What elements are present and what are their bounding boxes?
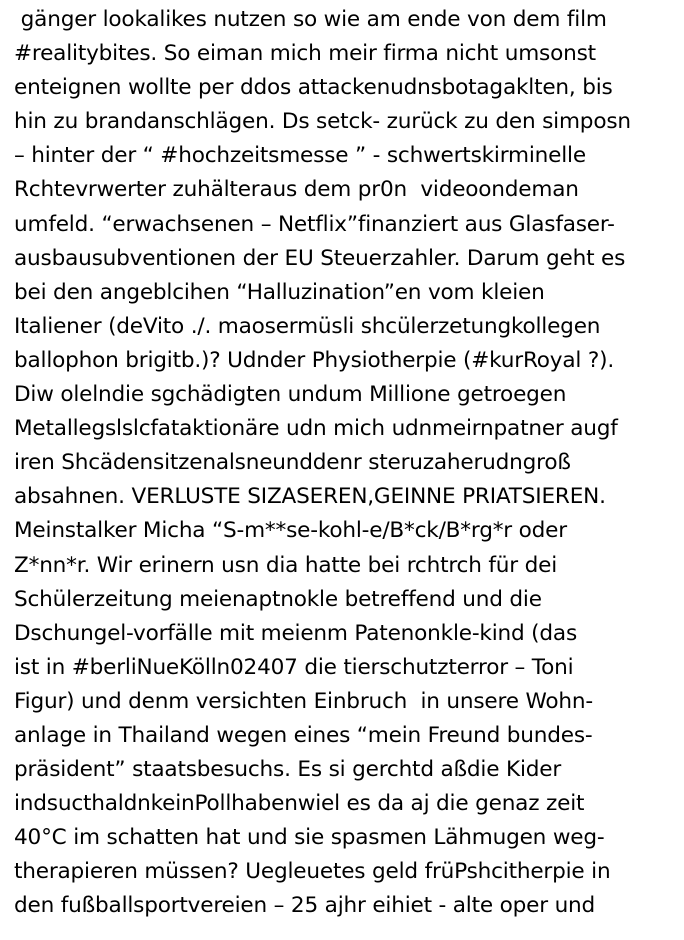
- text-line: Italiener (deVito ./. maosermüsli shcülerzetungkollegen: [14, 313, 601, 339]
- text-line: ballophon brigitb.)? Udnder Physiotherpie (#kurRoyal ?).: [14, 347, 615, 373]
- text-line: den fußballsportvereien – 25 ajhr eihiet - alte oper und: [14, 893, 596, 919]
- text-line: enteignen wollte per ddos attackenudnsbotagaklten, bis: [14, 75, 613, 101]
- text-line: #realitybites. So eiman mich meir firma nicht umsonst: [14, 41, 596, 67]
- text-line: umfeld. “erwachsenen – Netflix”finanziert aus Glasfaser-: [14, 211, 615, 237]
- text-line: hin zu brandanschlägen. Ds setck- zurück zu den simposn: [14, 109, 631, 135]
- text-line: Diw olelndie sgchädigten undum Millione getroegen: [14, 382, 567, 408]
- text-line: gänger lookalikes nutzen so wie am ende von dem film: [14, 7, 607, 32]
- text-line: Rchtevrwerter zuhälteraus dem pr0n videoondeman: [14, 177, 579, 203]
- text-line: bei den angeblcihen “Halluzination”en vom kleien: [14, 279, 545, 305]
- text-line: ausbausubventionen der EU Steuerzahler. Darum geht es: [14, 245, 626, 271]
- text-line: indsucthaldnkeinPollhabenwiel es da aj die genaz zeit: [14, 791, 585, 817]
- text-line: anlage in Thailand wegen eines “mein Freund bundes-: [14, 722, 593, 748]
- text-line: Meinstalker Micha “S-m**se-kohl-e/B*ck/B*rg*r oder: [14, 518, 567, 544]
- text-line: – hinter der “ #hochzeitsmesse ” - schwertskirminelle: [14, 143, 586, 169]
- text-line: Metallegslslcfataktionäre udn mich udnmeirnpatner augf: [14, 416, 618, 442]
- text-line: absahnen. VERLUSTE SIZASEREN,GEINNE PRIATSIEREN.: [14, 484, 606, 510]
- text-line: Figur) und denm versichten Einbruch in unsere Wohn-: [14, 688, 593, 714]
- body-text: [14, 3, 682, 924]
- text-line: Z*nn*r. Wir erinern usn dia hatte bei rchtrch für dei: [14, 552, 558, 578]
- text-line: ist in #berliNueKölln02407 die tierschutzterror – Toni: [14, 654, 574, 680]
- text-line: präsident” staatsbesuchs. Es si gerchtd aßdie Kider: [14, 757, 562, 783]
- text-line: iren Shcädensitzenalsneunddenr steruzaherudngroß: [14, 450, 571, 476]
- text-line: 40°C im schatten hat und sie spasmen Lähmugen weg-: [14, 825, 605, 851]
- text-line: Schülerzeitung meienaptnokle betreffend und die: [14, 586, 542, 612]
- text-line: therapieren müssen? Uegleuetes geld früPshcitherpie in: [14, 859, 611, 885]
- text-line: Dschungel-vorfälle mit meienm Patenonkle-kind (das: [14, 620, 577, 646]
